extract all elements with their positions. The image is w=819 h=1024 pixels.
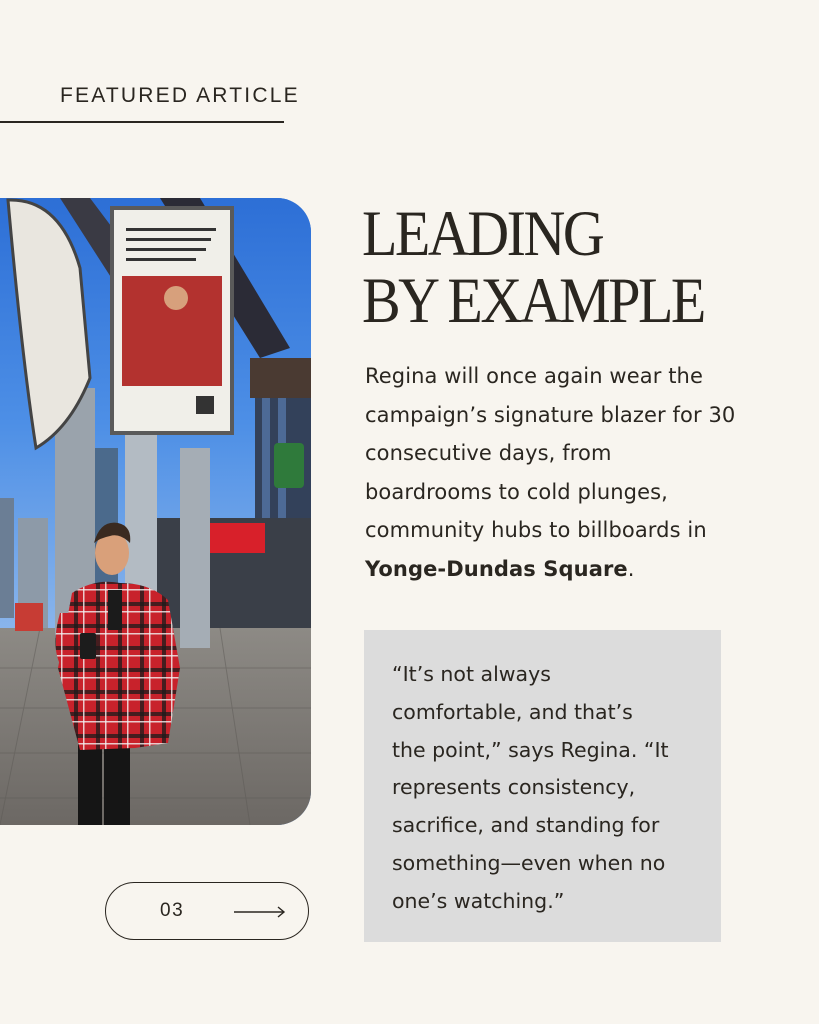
- quote-line: comfortable, and that’s: [392, 699, 633, 724]
- featured-photo: [0, 198, 311, 825]
- quote-line: represents consistency,: [392, 775, 636, 800]
- headline-line-2: BY EXAMPLE: [362, 263, 704, 337]
- quote-text: [392, 656, 669, 921]
- body-line: consecutive days, from: [365, 441, 612, 465]
- quote-box: [364, 630, 721, 942]
- quote-line: sacrifice, and standing for: [392, 813, 660, 838]
- arrow-right-icon[interactable]: [234, 903, 288, 921]
- headline: [362, 196, 704, 337]
- body-paragraph: [365, 357, 765, 588]
- body-line: campaign’s signature blazer for 30: [365, 402, 736, 427]
- body-line: boardrooms to cold plunges,: [365, 479, 668, 504]
- body-line-last: [365, 550, 765, 589]
- quote-line: the point,” says Regina. “It: [392, 737, 669, 762]
- page-number: 03: [160, 900, 185, 921]
- body-line: community hubs to billboards in: [365, 518, 707, 542]
- section-label: FEATURED ARTICLE: [60, 84, 300, 107]
- headline-line-1: LEADING: [362, 196, 603, 270]
- page-indicator[interactable]: [105, 882, 309, 940]
- body-end-punctuation: .: [627, 556, 635, 581]
- section-divider: [0, 121, 284, 123]
- quote-line: “It’s not always: [392, 662, 551, 686]
- quote-line: something—even when no: [392, 850, 666, 875]
- quote-line: one’s watching.”: [392, 888, 565, 913]
- body-line: Regina will once again wear the: [365, 364, 703, 388]
- location-name: Yonge-Dundas Square: [365, 556, 628, 581]
